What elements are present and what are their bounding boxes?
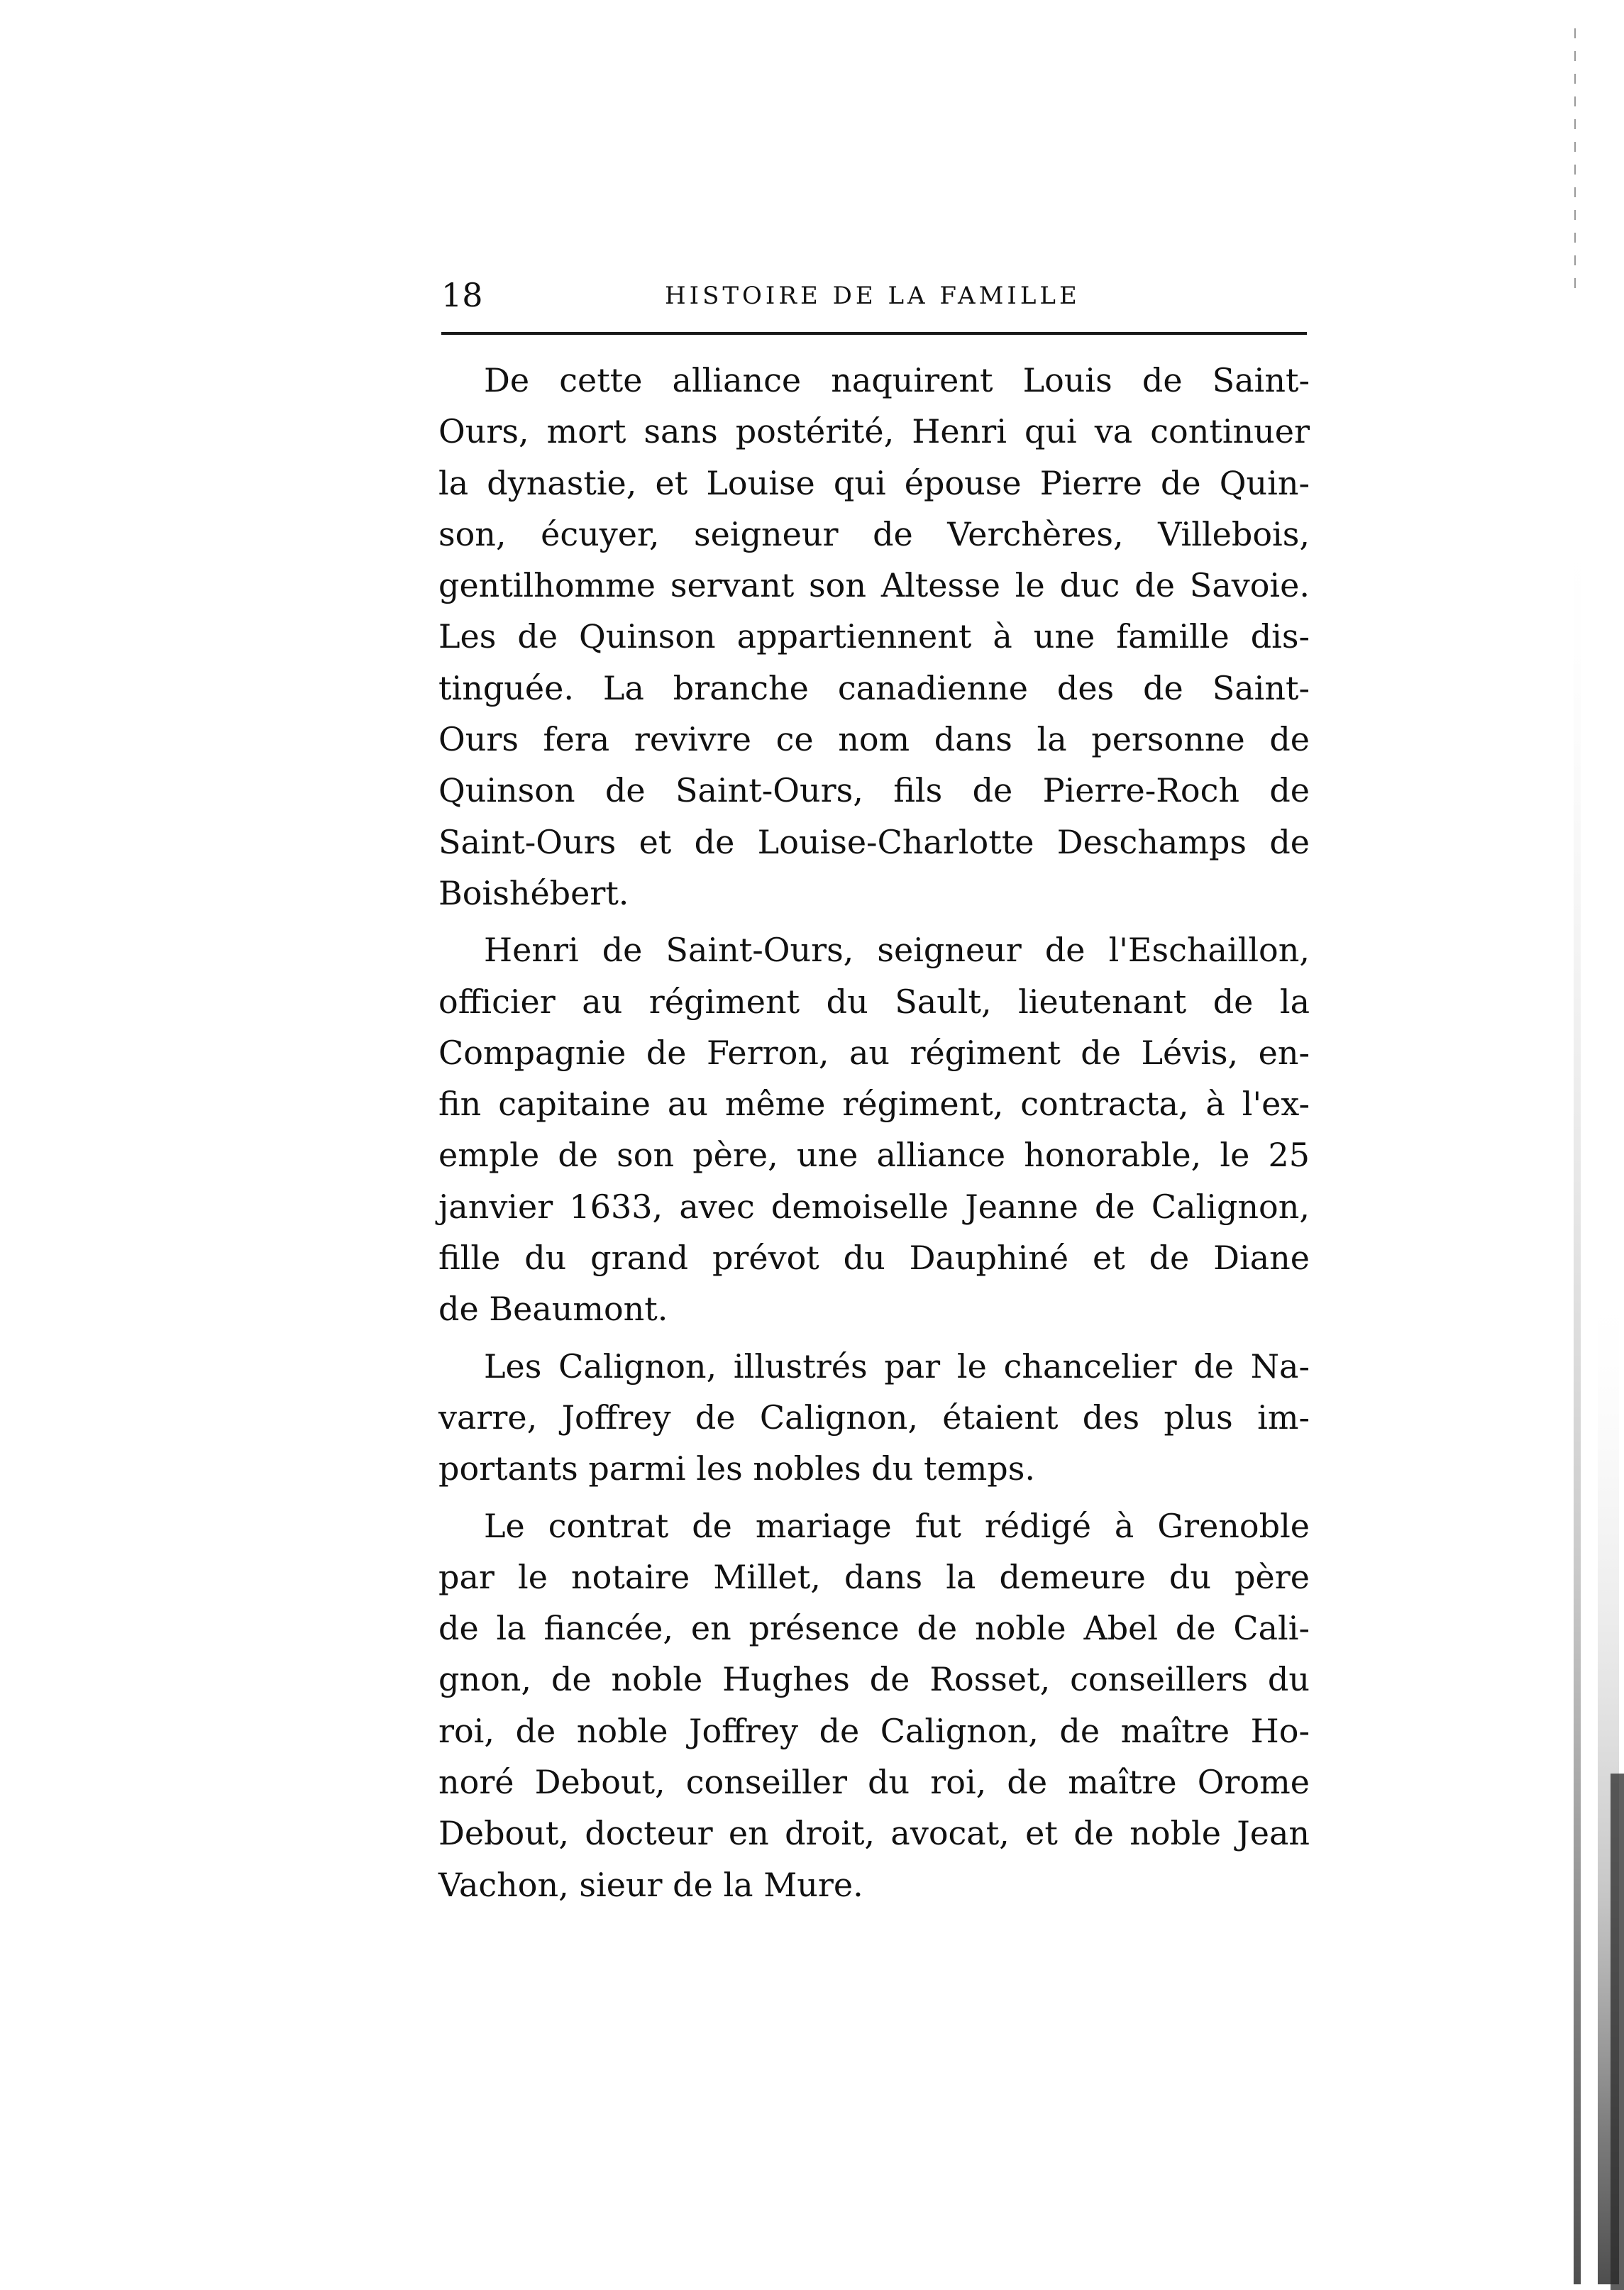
text-line: tinguée. La branche canadienne des de Saint- [438,668,1310,707]
text-line: son, écuyer, seigneur de Verchères, Villebois, [438,514,1310,553]
text-line: De cette alliance naquirent Louis de Saint- [484,361,1310,399]
text-line: fin capitaine au même régiment, contracta, à l'ex- [438,1085,1310,1124]
text-line: Les de Quinson appartiennent à une famille dis- [438,617,1310,656]
text-line: Boishébert. [438,873,629,912]
text-line: gentilhomme servant son Altesse le duc de Savoie. [438,566,1310,605]
page-number: 18 [441,276,483,314]
header-rule [441,332,1307,335]
text-line: officier au régiment du Sault, lieutenant de la [438,982,1310,1021]
text-line: roi, de noble Joffrey de Calignon, de maître Ho- [438,1711,1310,1750]
paragraph [438,1500,1310,1910]
text-line: de Beaumont. [438,1290,668,1329]
text-line: Henri de Saint-Ours, seigneur de l'Eschaillon, [484,931,1310,970]
text-line: noré Debout, conseiller du roi, de maître Orome [438,1763,1310,1802]
text-line: janvier 1633, avec demoiselle Jeanne de Calignon, [438,1187,1310,1226]
text-line: de la fiancée, en présence de noble Abel de Cali- [438,1609,1310,1648]
paragraph [438,1341,1310,1495]
running-title: HISTOIRE DE LA FAMILLE [665,282,1081,310]
scan-edge-shadow [1561,0,1624,2290]
text-line: Debout, docteur en droit, avocat, et de noble Jean [438,1814,1310,1853]
text-line: par le notaire Millet, dans la demeure du père [438,1557,1310,1596]
text-line: varre, Joffrey de Calignon, étaient des plus im- [438,1398,1310,1437]
body-text [438,355,1310,1916]
text-line: Compagnie de Ferron, au régiment de Lévis, en- [438,1033,1310,1072]
paragraph [438,924,1310,1334]
text-line: Quinson de Saint-Ours, fils de Pierre-Roch de [438,771,1310,810]
text-line: Ours, mort sans postérité, Henri qui va continuer [438,412,1310,451]
text-line: Vachon, sieur de la Mure. [438,1865,863,1904]
text-line: Ours fera revivre ce nom dans la personne de [438,720,1310,759]
text-line: portants parmi les nobles du temps. [438,1449,1035,1488]
text-line: gnon, de noble Hughes de Rosset, conseillers du [438,1660,1310,1699]
text-line: fille du grand prévot du Dauphiné et de Diane [438,1239,1310,1278]
text-line: Saint-Ours et de Louise-Charlotte Deschamps de [438,822,1310,861]
page-header [441,274,1307,323]
text-line: Le contrat de mariage fut rédigé à Grenoble [484,1506,1310,1545]
paragraph [438,355,1310,919]
text-line: la dynastie, et Louise qui épouse Pierre de Quin- [438,463,1310,502]
text-line: Les Calignon, illustrés par le chancelier de Na- [484,1346,1310,1385]
text-line: emple de son père, une alliance honorable, le 25 [438,1136,1310,1175]
